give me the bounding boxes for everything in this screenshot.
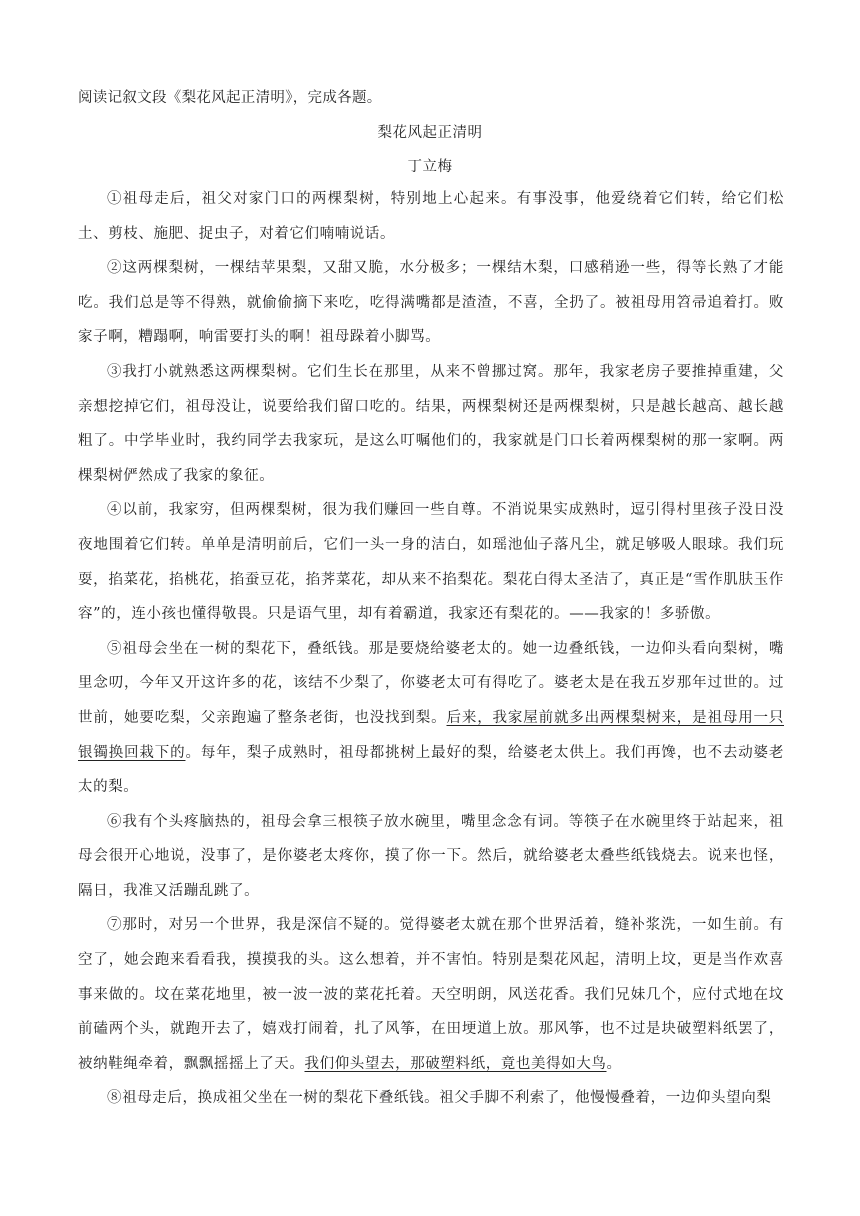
- paragraph-3: ③我打小就熟悉这两棵梨树。它们生长在那里，从来不曾挪过窝。那年，我家老房子要推掉重建，父亲想挖掉它们，祖母没让，说要给我们留口吃的。结果，两棵梨树还是两棵梨树，只是越长越高、越长越粗了。中学毕业时，我约同学去我家玩，是这么叮嘱他们的，我家就是门口长着两棵梨树的那一家啊。两棵梨树俨然成了我家的象征。: [78, 363, 784, 484]
- paragraph-5-text-after: 。每年，梨子成熟时，祖母都挑树上最好的梨，给婆老太供上。我们再馋，也不去动婆老太的梨。: [78, 744, 784, 796]
- paragraph-6: ⑥我有个头疼脑热的，祖母会拿三根筷子放水碗里，嘴里念念有词。等筷子在水碗里终于站起来，祖母会很开心地说，没事了，是你婆老太疼你，摸了你一下。然后，就给婆老太叠些纸钱烧去。说来也怪，隔日，我准又活蹦乱跳了。: [78, 813, 784, 899]
- reading-instruction: 阅读记叙文段《梨花风起正清明》，完成各题。: [78, 90, 382, 106]
- underlined-sentence: 我们仰头望去，那破塑料纸，竟也美得如大鸟: [304, 1055, 607, 1072]
- paragraph-2: ②这两棵梨树，一棵结苹果梨，又甜又脆，水分极多；一棵结木梨，口感稍逊一些，得等长熟了才能吃。我们总是等不得熟，就偷偷摘下来吃，吃得满嘴都是渣渣，不喜，全扔了。被祖母用笤帚追着打。败家子啊，糟蹋啊，响雷要打头的啊！祖母跺着小脚骂。: [78, 260, 784, 346]
- paragraph-8: ⑧祖母走后，换成祖父坐在一树的梨花下叠纸钱。祖父手脚不利索了，他慢慢叠着，一边仰头望向梨: [107, 1090, 772, 1107]
- article-title: 梨花风起正清明: [377, 125, 483, 141]
- underlined-sentence: 后来，我家屋前就多出两棵梨树来，是祖母用一只银镯换回栽下的: [78, 709, 784, 761]
- paragraph-4: ④以前，我家穷，但两棵梨树，很为我们赚回一些自尊。不消说果实成熟时，逗引得村里孩子没日没夜地围着它们转。单单是清明前后，它们一头一身的洁白，如瑶池仙子落凡尘，就足够吸人眼球。我们玩耍，掐菜花，掐桃花，掐蚕豆花，掐荠菜花，却从来不掐梨花。梨花白得太圣洁了，真正是“雪作肌肤玉作容”的，连小孩也懂得敬畏。只是语气里，却有着霸道，我家还有梨花的。——我家的！多骄傲。: [78, 502, 784, 623]
- paragraph-7-text-before: ⑦那时，对另一个世界，我是深信不疑的。觉得婆老太就在那个世界活着，缝补浆洗，一如生前。有空了，她会跑来看看我，摸摸我的头。这么想着，并不害怕。特别是梨花风起，清明上坟，更是当作欢喜事来做的。坟在菜花地里，被一波一波的菜花托着。天空明朗，风送花香。我们兄妹几个，应付式地在坟前磕两个头，就跑开去了，嬉戏打闹着，扎了风筝，在田埂道上放。那风筝，也不过是块破塑料纸罢了，被纳鞋绳牵着，飘飘摇摇上了天。: [78, 917, 784, 1072]
- paragraph-7-text-after: 。: [606, 1055, 622, 1072]
- paragraph-5-text-before: ⑤祖母会坐在一树的梨花下，叠纸钱。那是要烧给婆老太的。她一边叠纸钱，一边仰头看向梨树，嘴里念叨，今年又开这许多的花，该结不少梨了，你婆老太可有得吃了。婆老太是在我五岁那年过世的。过世前，她要吃梨，父亲跑遍了整条老街，也没找到梨。: [78, 640, 784, 726]
- article-body: [78, 182, 784, 1116]
- paragraph-7: [78, 908, 784, 1081]
- paragraph-5: [78, 632, 784, 805]
- article-author: 丁立梅: [407, 159, 453, 175]
- paragraph-1: ①祖母走后，祖父对家门口的两棵梨树，特别地上心起来。有事没事，他爱绕着它们转，给它们松土、剪枝、施肥、捉虫子，对着它们喃喃说话。: [78, 191, 784, 242]
